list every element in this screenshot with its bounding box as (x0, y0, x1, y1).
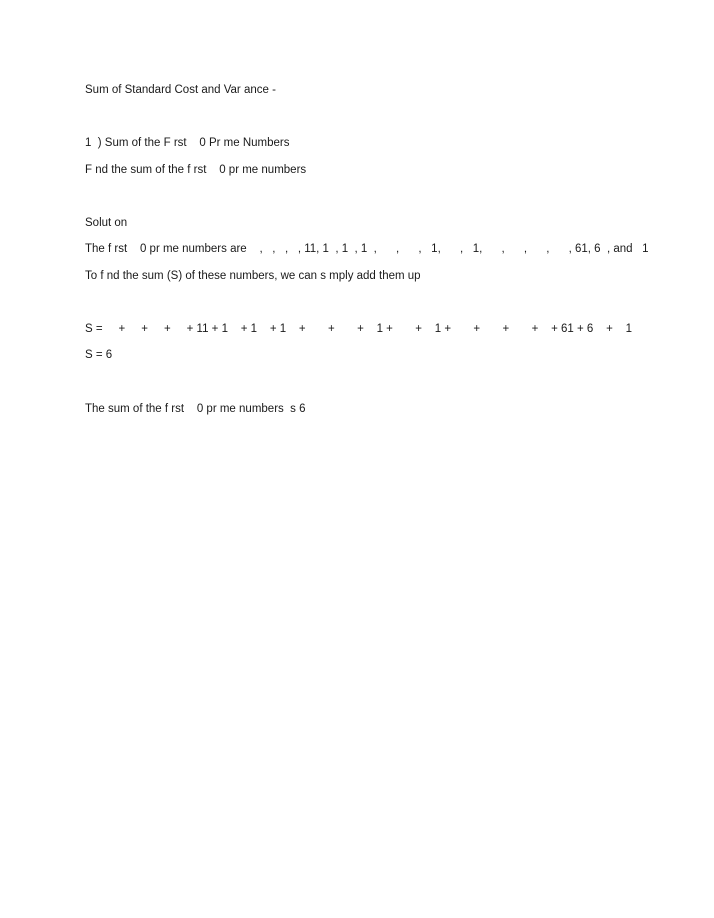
problem-title: 1 ) Sum of the F rst 0 Pr me Numbers (85, 137, 290, 149)
sum-result: S = 6 (85, 349, 113, 361)
method-text: To f nd the sum (S) of these numbers, we can s mply add them up (85, 270, 421, 282)
problem-statement: F nd the sum of the f rst 0 pr me numbers (85, 164, 307, 176)
document-heading: Sum of Standard Cost and Var ance - (85, 84, 276, 96)
solution-heading: Solut on (85, 217, 128, 229)
conclusion-text: The sum of the f rst 0 pr me numbers s 6 (85, 403, 306, 415)
sum-equation: S = + + + + 11 + 1 + 1 + 1 + + + 1 + + 1 + + + + + 61 + 6 + 1 (85, 323, 632, 335)
prime-list-text: The f rst 0 pr me numbers are , , , , 11, 1 , 1 , 1 , , , 1, , 1, , , , , 61, 6 , and 1 (85, 243, 649, 255)
